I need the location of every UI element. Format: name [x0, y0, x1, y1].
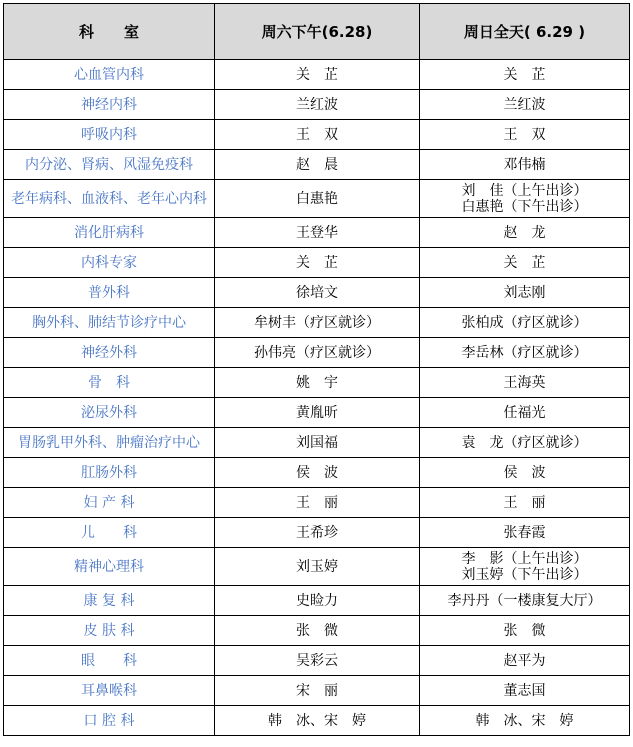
sunday-doctor-cell: 任福光: [420, 398, 630, 428]
saturday-doctor-cell: 吴彩云: [215, 646, 420, 676]
department-cell: 神经外科: [4, 338, 215, 368]
table-row: [4, 548, 630, 586]
table-row: [4, 338, 630, 368]
department-cell: 呼吸内科: [4, 120, 215, 150]
sunday-doctor-cell: 赵 龙: [420, 218, 630, 248]
department-cell: 胃肠乳甲外科、肿瘤治疗中心: [4, 428, 215, 458]
saturday-doctor-cell: 牟树丰（疗区就诊）: [215, 308, 420, 338]
saturday-doctor-cell: 赵 晨: [215, 150, 420, 180]
doctor-line: 刘玉婷（下午出诊）: [461, 566, 588, 583]
sunday-doctor-cell: 关 芷: [420, 248, 630, 278]
doctor-line: 李 影（上午出诊）: [461, 550, 588, 567]
schedule-body: [4, 60, 630, 736]
saturday-doctor-cell: 刘国福: [215, 428, 420, 458]
department-cell: 肛肠外科: [4, 458, 215, 488]
department-cell: 儿 科: [4, 518, 215, 548]
sunday-doctor-cell: [420, 180, 630, 218]
table-row: [4, 278, 630, 308]
department-cell: 泌尿外科: [4, 398, 215, 428]
department-cell: 皮 肤 科: [4, 616, 215, 646]
saturday-doctor-cell: 王希珍: [215, 518, 420, 548]
saturday-doctor-cell: 刘玉婷: [215, 548, 420, 586]
table-row: [4, 398, 630, 428]
table-row: [4, 488, 630, 518]
department-cell: 老年病科、血液科、老年心内科: [4, 180, 215, 218]
table-row: [4, 646, 630, 676]
sunday-doctor-cell: 李丹丹（一楼康复大厅）: [420, 586, 630, 616]
department-cell: 消化肝病科: [4, 218, 215, 248]
saturday-doctor-cell: 韩 冰、宋 婷: [215, 706, 420, 736]
header-sunday: 周日全天( 6.29 ): [420, 4, 630, 60]
sunday-doctor-cell: 董志国: [420, 676, 630, 706]
sunday-doctor-cell: 刘志刚: [420, 278, 630, 308]
saturday-doctor-cell: 王 双: [215, 120, 420, 150]
table-row: [4, 676, 630, 706]
department-cell: 胸外科、肺结节诊疗中心: [4, 308, 215, 338]
header-saturday: 周六下午(6.28): [215, 4, 420, 60]
saturday-doctor-cell: 关 芷: [215, 248, 420, 278]
department-cell: 眼 科: [4, 646, 215, 676]
sunday-doctor-cell: 张 微: [420, 616, 630, 646]
saturday-doctor-cell: 王 丽: [215, 488, 420, 518]
sunday-doctor-cell: 关 芷: [420, 60, 630, 90]
sunday-doctor-cell: 赵平为: [420, 646, 630, 676]
department-cell: 心血管内科: [4, 60, 215, 90]
sunday-doctor-cell: 王海英: [420, 368, 630, 398]
header-row: [4, 4, 630, 60]
saturday-doctor-cell: 兰红波: [215, 90, 420, 120]
department-cell: 普外科: [4, 278, 215, 308]
table-row: [4, 248, 630, 278]
doctor-line: 刘 佳（上午出诊）: [461, 182, 588, 199]
saturday-doctor-cell: 白惠艳: [215, 180, 420, 218]
sunday-doctor-cell: 邓伟楠: [420, 150, 630, 180]
table-row: [4, 586, 630, 616]
table-row: [4, 90, 630, 120]
table-row: [4, 180, 630, 218]
department-cell: 内科专家: [4, 248, 215, 278]
table-row: [4, 706, 630, 736]
sunday-doctor-cell: 侯 波: [420, 458, 630, 488]
saturday-doctor-cell: 史睑力: [215, 586, 420, 616]
saturday-doctor-cell: 侯 波: [215, 458, 420, 488]
header-dept: 科 室: [4, 4, 215, 60]
schedule-table: [3, 3, 630, 736]
saturday-doctor-cell: 孙伟亮（疗区就诊）: [215, 338, 420, 368]
department-cell: 耳鼻喉科: [4, 676, 215, 706]
saturday-doctor-cell: 徐培文: [215, 278, 420, 308]
table-row: [4, 458, 630, 488]
saturday-doctor-cell: 黄胤昕: [215, 398, 420, 428]
department-cell: 妇 产 科: [4, 488, 215, 518]
sunday-doctor-cell: 李岳林（疗区就诊）: [420, 338, 630, 368]
department-cell: 骨 科: [4, 368, 215, 398]
table-row: [4, 150, 630, 180]
department-cell: 神经内科: [4, 90, 215, 120]
sunday-doctor-cell: 张柏成（疗区就诊）: [420, 308, 630, 338]
department-cell: 内分泌、肾病、风湿免疫科: [4, 150, 215, 180]
table-row: [4, 518, 630, 548]
table-row: [4, 120, 630, 150]
table-row: [4, 218, 630, 248]
saturday-doctor-cell: 张 微: [215, 616, 420, 646]
department-cell: 口 腔 科: [4, 706, 215, 736]
saturday-doctor-cell: 姚 宇: [215, 368, 420, 398]
department-cell: 康 复 科: [4, 586, 215, 616]
sunday-doctor-cell: 韩 冰、宋 婷: [420, 706, 630, 736]
sunday-doctor-cell: 王 双: [420, 120, 630, 150]
table-row: [4, 428, 630, 458]
sunday-doctor-cell: 袁 龙（疗区就诊）: [420, 428, 630, 458]
saturday-doctor-cell: 王登华: [215, 218, 420, 248]
department-cell: 精神心理科: [4, 548, 215, 586]
saturday-doctor-cell: 关 芷: [215, 60, 420, 90]
sunday-doctor-cell: 王 丽: [420, 488, 630, 518]
sunday-doctor-cell: 兰红波: [420, 90, 630, 120]
table-row: [4, 60, 630, 90]
table-row: [4, 368, 630, 398]
sunday-doctor-cell: [420, 548, 630, 586]
sunday-doctor-cell: 张春霞: [420, 518, 630, 548]
saturday-doctor-cell: 宋 丽: [215, 676, 420, 706]
table-row: [4, 616, 630, 646]
doctor-line: 白惠艳（下午出诊）: [461, 198, 588, 215]
table-row: [4, 308, 630, 338]
